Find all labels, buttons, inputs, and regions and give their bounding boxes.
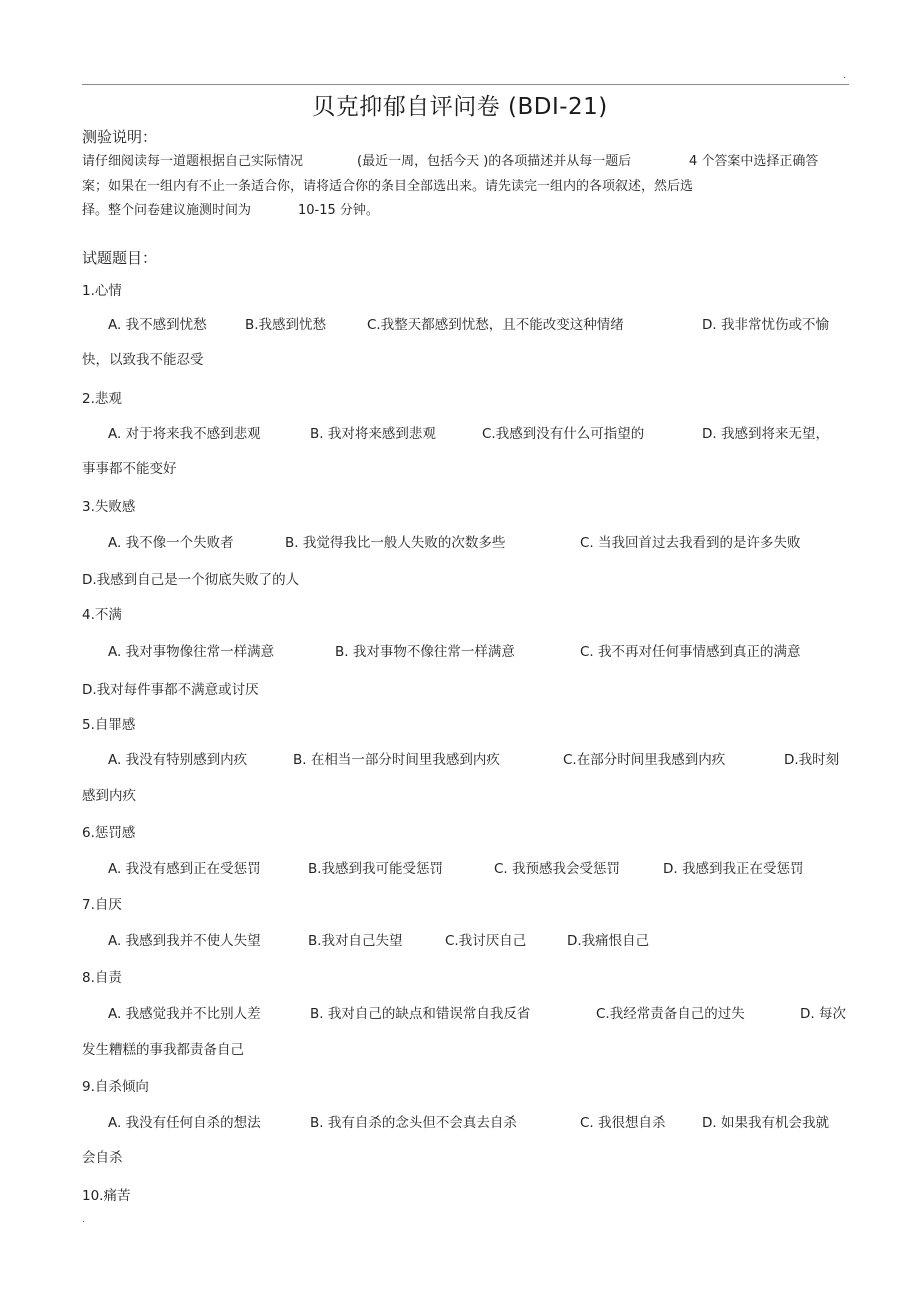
question-title-5: 5.自罪感 [82, 717, 136, 733]
instructions-line-3a: 择。整个问卷建议施测时间为 [82, 203, 252, 218]
q8-option-d: D. 每次 [800, 1006, 846, 1022]
q5-option-d: D.我时刻 [784, 752, 840, 768]
q9-continuation: 会自杀 [82, 1150, 123, 1166]
q2-continuation: 事事都不能变好 [82, 461, 177, 477]
q6-option-c: C. 我预感我会受惩罚 [494, 861, 621, 877]
q9-option-d: D. 如果我有机会我就 [702, 1115, 829, 1131]
q9-option-b: B. 我有自杀的念头但不会真去自杀 [310, 1115, 517, 1131]
question-title-7: 7.自厌 [82, 897, 122, 913]
q9-option-a: A. 我没有任何自杀的想法 [108, 1115, 261, 1131]
q6-option-d: D. 我感到我正在受惩罚 [663, 861, 804, 877]
page-title: 贝克抑郁自评问卷 (BDI-21) [312, 94, 608, 120]
question-title-2: 2.悲观 [82, 391, 122, 407]
q2-option-c: C.我感到没有什么可指望的 [482, 426, 645, 442]
q2-option-d: D. 我感到将来无望， [702, 426, 829, 442]
header-rule [82, 84, 849, 85]
q4-option-a: A. 我对事物像往常一样满意 [108, 644, 275, 660]
q8-continuation: 发生糟糕的事我都责备自己 [82, 1042, 244, 1058]
question-title-9: 9.自杀倾向 [82, 1079, 149, 1095]
question-title-4: 4.不满 [82, 607, 122, 623]
q5-continuation: 感到内疚 [82, 788, 136, 804]
question-title-3: 3.失败感 [82, 499, 136, 515]
q6-option-b: B.我感到我可能受惩罚 [308, 861, 444, 877]
q5-option-b: B. 在相当一部分时间里我感到内疚 [293, 752, 500, 768]
q6-option-a: A. 我没有感到正在受惩罚 [108, 861, 261, 877]
q1-option-d: D. 我非常忧伤或不愉 [702, 317, 829, 333]
header-dot: . [843, 70, 847, 81]
instructions-line-2: 案；如果在一组内有不止一条适合你，请将适合你的条目全部选出来。请先读完一组内的各项叙述，然后选 [82, 179, 694, 194]
q4-option-c: C. 我不再对任何事情感到真正的满意 [580, 644, 801, 660]
q4-continuation: D.我对每件事都不满意或讨厌 [82, 682, 259, 698]
q7-option-a: A. 我感到我并不使人失望 [108, 933, 261, 949]
q3-option-b: B. 我觉得我比一般人失败的次数多些 [285, 535, 506, 551]
q5-option-a: A. 我没有特别感到内疚 [108, 752, 248, 768]
instructions-line-1c: 4 个答案中选择正确答 [689, 154, 819, 169]
instructions-line-1 [82, 150, 852, 168]
q5-option-c: C.在部分时间里我感到内疚 [563, 752, 726, 768]
question-title-1: 1.心情 [82, 283, 122, 299]
q9-option-c: C. 我很想自杀 [580, 1115, 666, 1131]
question-title-10: 10.痛苦 [82, 1188, 131, 1204]
q1-option-b: B.我感到忧愁 [245, 317, 327, 333]
q3-option-c: C. 当我回首过去我看到的是许多失败 [580, 535, 801, 551]
q7-option-d: D.我痛恨自己 [567, 933, 650, 949]
footer-dot: . [82, 1214, 86, 1225]
instructions-heading: 测验说明： [82, 128, 158, 146]
question-title-8: 8.自责 [82, 970, 122, 986]
q2-option-b: B. 我对将来感到悲观 [310, 426, 436, 442]
q7-option-b: B.我对自己失望 [308, 933, 403, 949]
q3-continuation: D.我感到自己是一个彻底失败了的人 [82, 572, 300, 588]
items-heading: 试题题目： [82, 249, 158, 267]
q8-option-c: C.我经常责备自己的过失 [596, 1006, 745, 1022]
q2-option-a: A. 对于将来我不感到悲观 [108, 426, 261, 442]
q1-option-a: A. 我不感到忧愁 [108, 317, 207, 333]
q3-option-a: A. 我不像一个失败者 [108, 535, 234, 551]
question-title-6: 6.惩罚感 [82, 825, 136, 841]
q1-option-c: C.我整天都感到忧愁，且不能改变这种情绪 [367, 317, 624, 333]
q8-option-a: A. 我感觉我并不比别人差 [108, 1006, 261, 1022]
instructions-line-3 [82, 199, 482, 217]
instructions-line-1a: 请仔细阅读每一道题根据自己实际情况 [82, 154, 304, 169]
instructions-line-1b: (最近一周，包括今天 )的各项描述并从每一题后 [357, 154, 632, 169]
q1-continuation: 快，以致我不能忍受 [82, 352, 204, 368]
instructions-line-3b: 10-15 分钟。 [298, 203, 379, 218]
q4-option-b: B. 我对事物不像往常一样满意 [335, 644, 515, 660]
q8-option-b: B. 我对自己的缺点和错误常自我反省 [310, 1006, 531, 1022]
q7-option-c: C.我讨厌自己 [445, 933, 527, 949]
